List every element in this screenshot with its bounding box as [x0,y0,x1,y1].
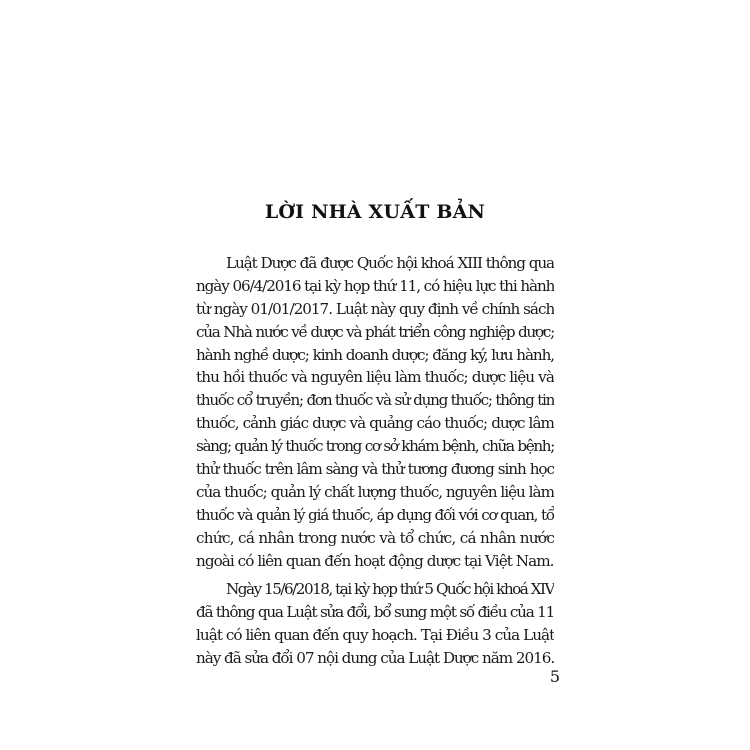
page-title: LỜI NHÀ XUẤT BẢN [264,201,486,223]
paragraph-line: thu hồi thuốc và nguyên liệu làm thuốc; dược liệu và [196,368,554,387]
paragraph-2 [196,578,554,670]
paragraph-line: chức, cá nhân trong nước và tổ chức, cá nhân nước [196,528,554,547]
paragraph-1 [196,252,554,572]
paragraph-line: hành nghề dược; kinh doanh dược; đăng ký, lưu hành, [196,345,554,364]
paragraph-line: từ ngày 01/01/2017. Luật này quy định về chính sách [196,299,554,318]
paragraph-line: thuốc cổ truyền; đơn thuốc và sử dụng thuốc; thông tin [196,391,554,410]
paragraph-line: thuốc và quản lý giá thuốc, áp dụng đối với cơ quan, tổ [196,505,554,524]
paragraph-line: của thuốc; quản lý chất lượng thuốc, nguyên liệu làm [196,482,554,501]
paragraph-line: thuốc, cảnh giác dược và quảng cáo thuốc; dược lâm [196,414,554,433]
paragraph-line: ngoài có liên quan đến hoạt động dược tại Việt Nam. [196,551,554,570]
paragraph-line: ngày 06/4/2016 tại kỳ họp thứ 11, có hiệu lực thi hành [196,276,554,295]
page-number: 5 [549,667,560,686]
paragraph-line: của Nhà nước về dược và phát triển công nghiệp dược; [196,322,554,341]
paragraph-line: này đã sửa đổi 07 nội dung của Luật Dược năm 2016. [196,649,554,668]
paragraph-line: thử thuốc trên lâm sàng và thử tương đương sinh học [196,460,554,479]
paragraph-line: Luật Dược đã được Quốc hội khoá XIII thông qua [226,254,554,272]
paragraph-line: Ngày 15/6/2018, tại kỳ họp thứ 5 Quốc hội khoá XIV [226,580,554,599]
paragraph-line: sàng; quản lý thuốc trong cơ sở khám bệnh, chữa bệnh; [196,437,554,456]
paragraph-line: luật có liên quan đến quy hoạch. Tại Điều 3 của Luật [196,626,554,645]
paragraph-line: đã thông qua Luật sửa đổi, bổ sung một số điều của 11 [196,603,554,622]
body-text [196,252,554,670]
